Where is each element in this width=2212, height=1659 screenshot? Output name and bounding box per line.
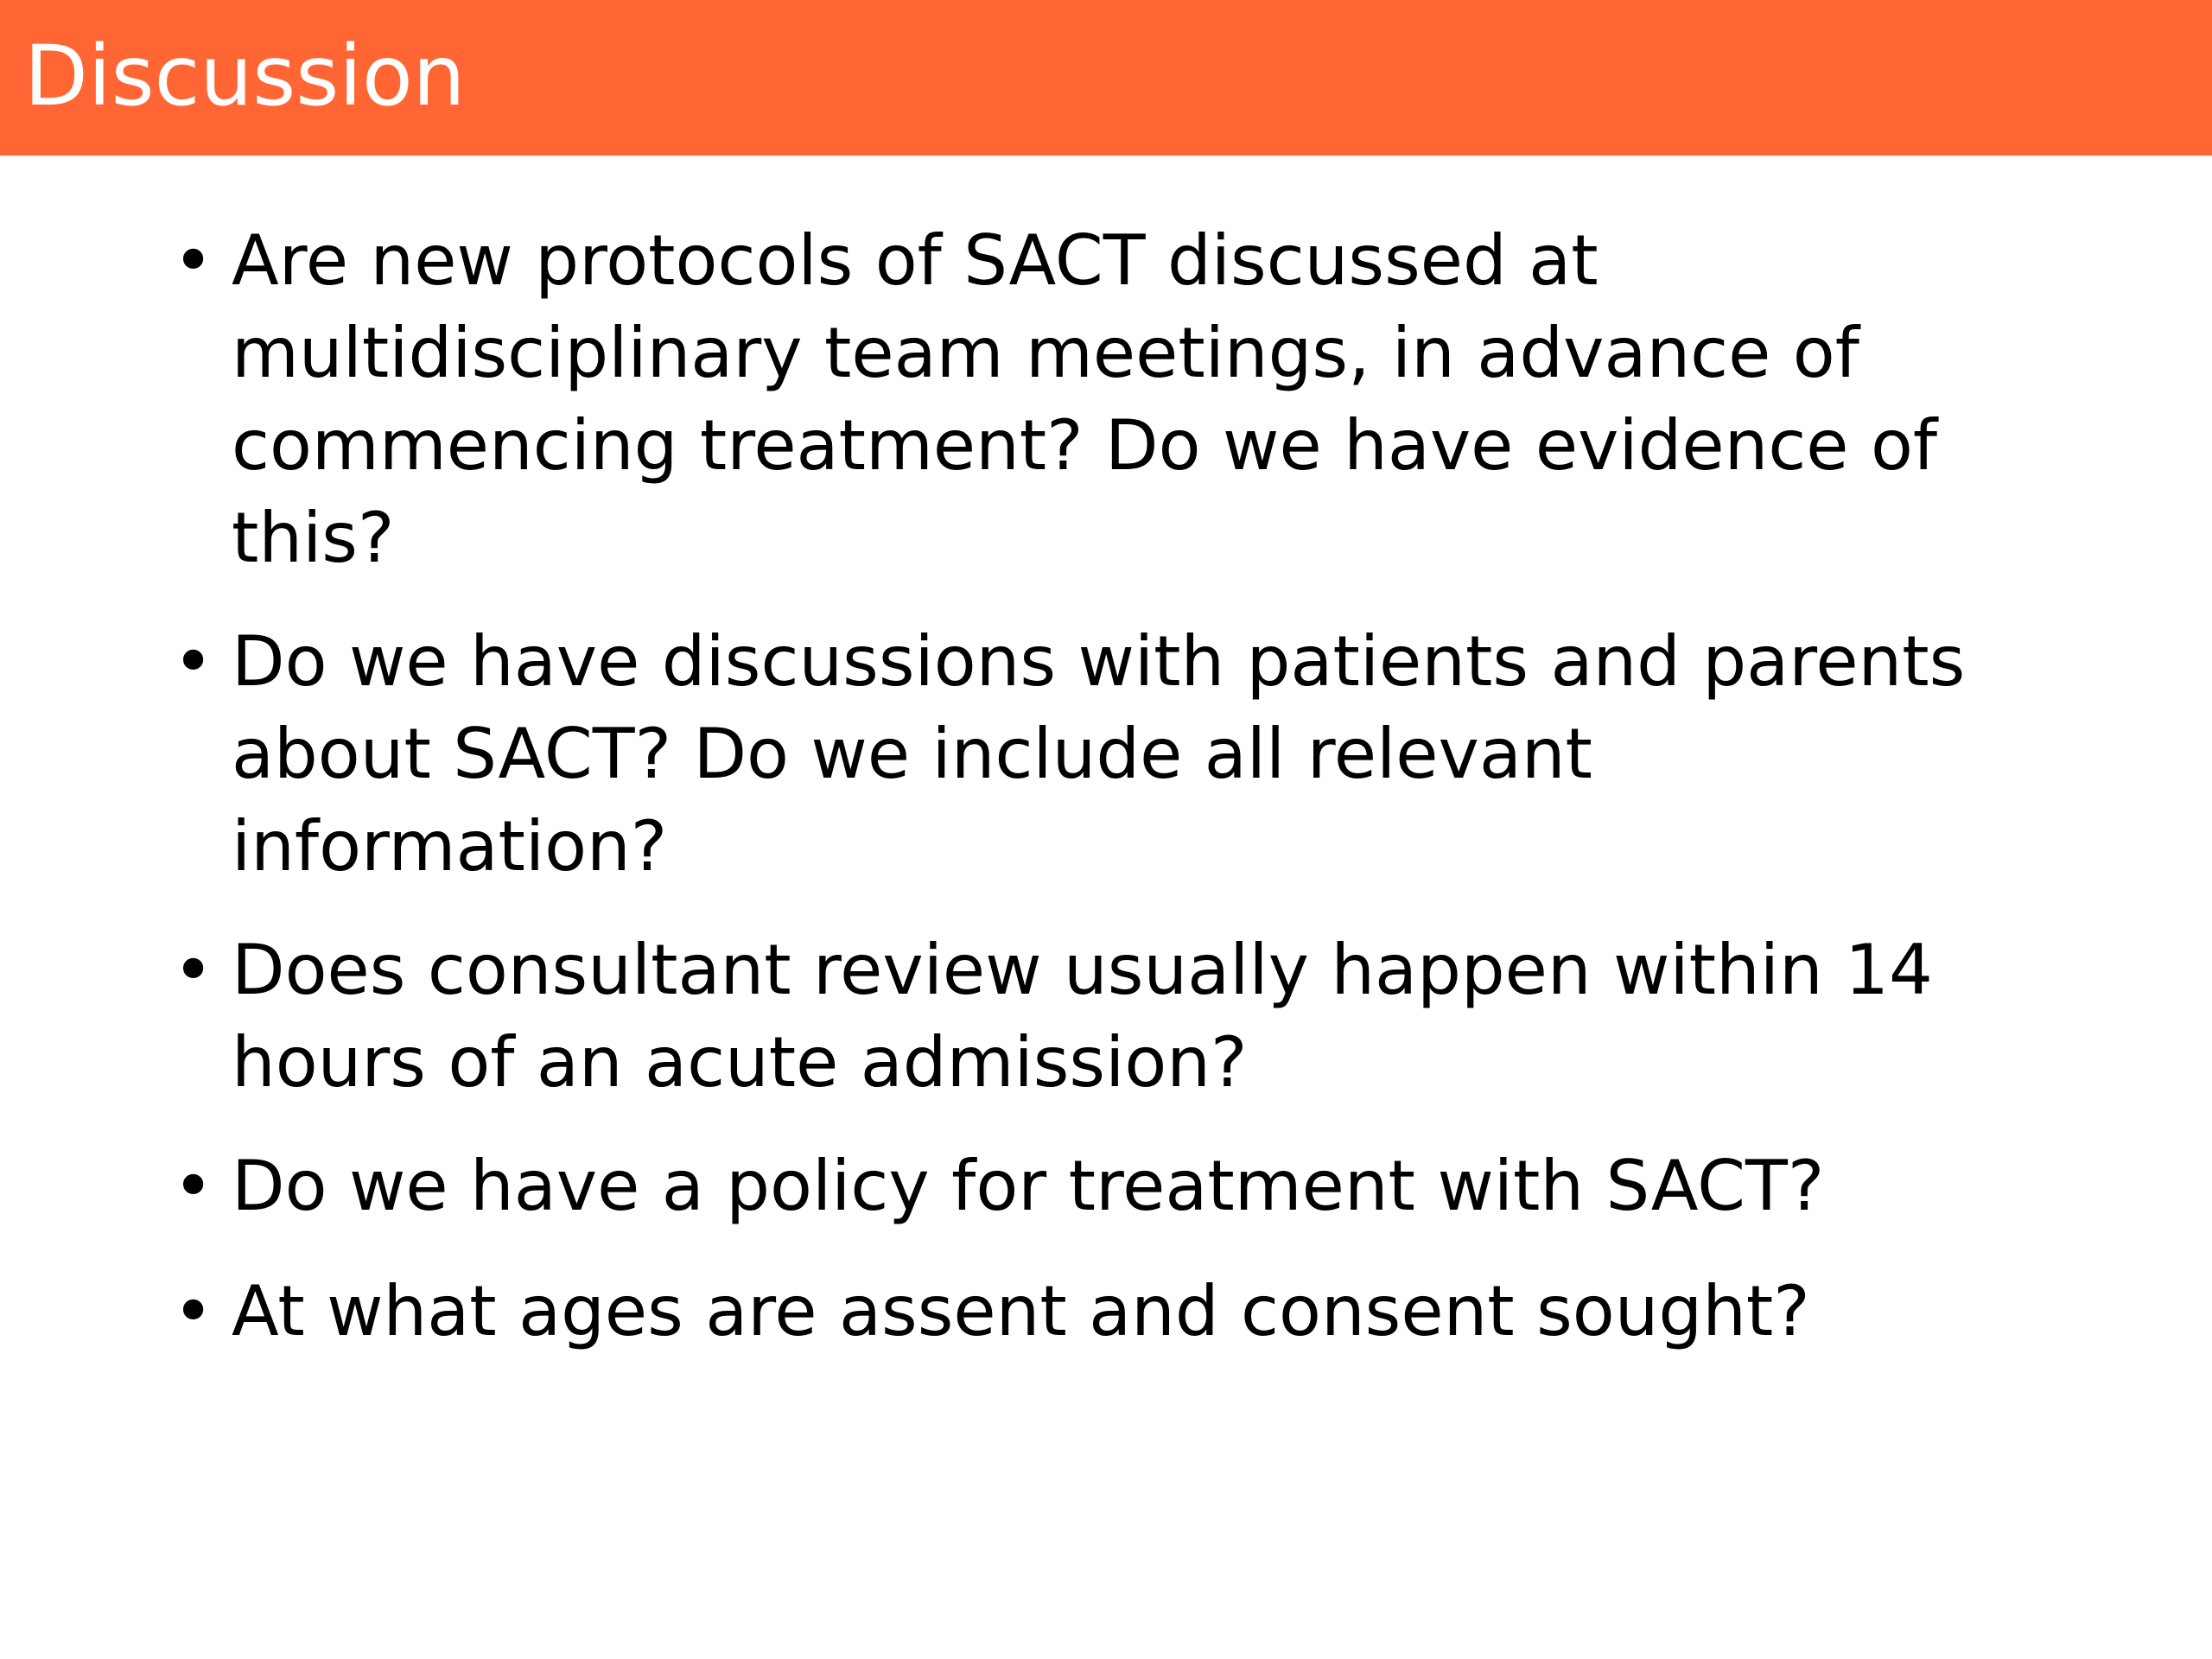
bullet-text: At what ages are assent and consent sought? <box>232 1271 1810 1351</box>
title-bar <box>0 0 2212 156</box>
bullet-marker: • <box>173 930 214 1010</box>
bullet-marker: • <box>173 621 214 702</box>
bullet-list <box>173 214 2039 1390</box>
bullet-marker: • <box>173 1271 214 1351</box>
bullet-marker: • <box>173 220 214 301</box>
bullet-item-sact-policy <box>173 1140 2039 1232</box>
bullet-item-patient-discussions <box>173 615 2039 893</box>
bullet-text: Do we have discussions with patients and parents about SACT? Do we include all relevant information? <box>232 621 1966 887</box>
bullet-item-consultant-review <box>173 924 2039 1109</box>
bullet-text: Does consultant review usually happen within 14 hours of an acute admission? <box>232 930 1933 1103</box>
bullet-item-assent-consent <box>173 1265 2039 1357</box>
bullet-item-mdt-protocols <box>173 214 2039 584</box>
slide-title: Discussion <box>24 28 466 124</box>
bullet-marker: • <box>173 1146 214 1226</box>
bullet-text: Are new protocols of SACT discussed at multidisciplinary team meetings, in advance of commencing treatment? Do we have evidence of this? <box>232 220 1938 578</box>
bullet-text: Do we have a policy for treatment with SACT? <box>232 1146 1825 1226</box>
